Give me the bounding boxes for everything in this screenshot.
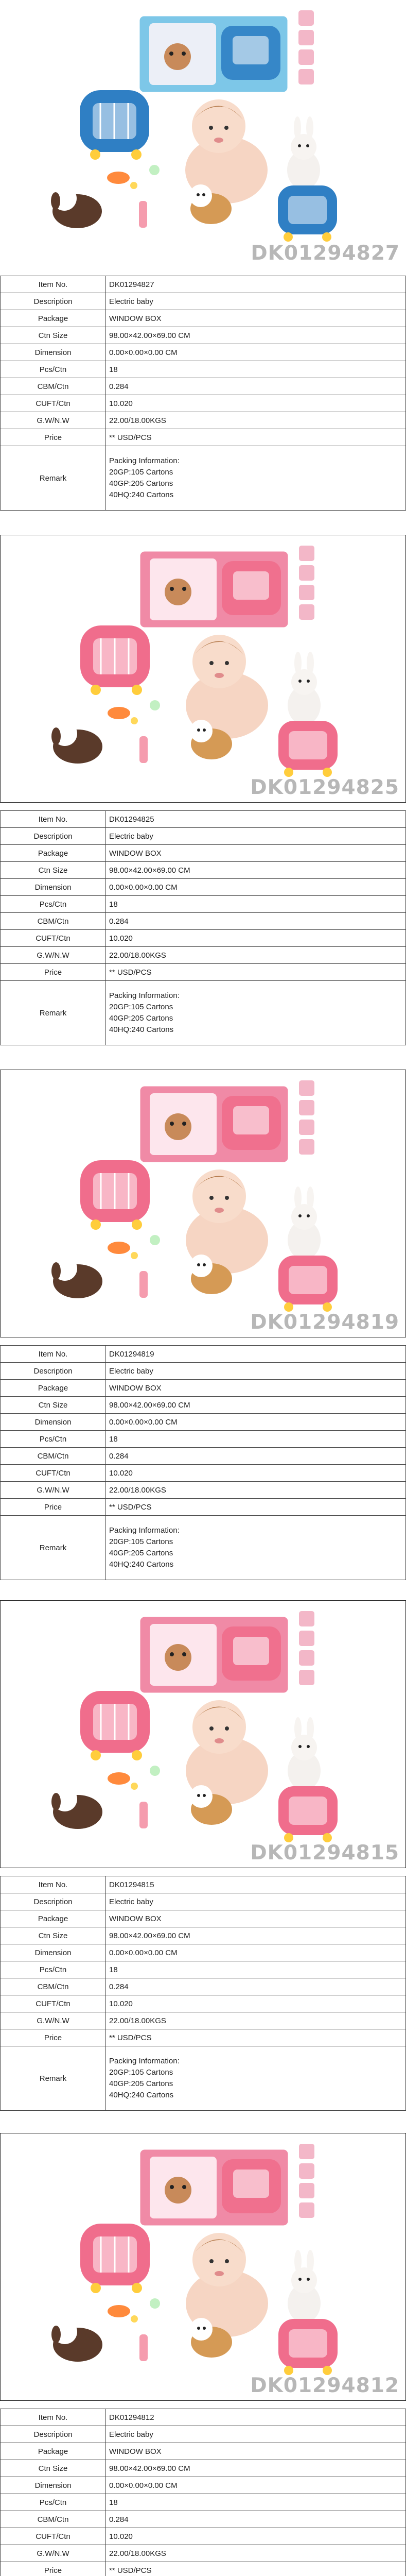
spec-row-item-no xyxy=(1,1346,406,1363)
feature-icons xyxy=(299,2144,314,2218)
pcs-ctn-label: Pcs/Ctn xyxy=(1,1431,106,1448)
remark-value xyxy=(106,981,406,1045)
spec-row-pcs-ctn xyxy=(1,1961,406,1978)
spec-row-price xyxy=(1,2562,406,2576)
small-carrier-image xyxy=(278,1256,338,1312)
price-label: Price xyxy=(1,2029,106,2046)
description-label: Description xyxy=(1,2426,106,2443)
small-carrier-image xyxy=(278,1786,338,1842)
gross-net-weight-label: G.W/N.W xyxy=(1,2012,106,2029)
description-value: Electric baby xyxy=(106,2426,406,2443)
cuft-ctn-value: 10.020 xyxy=(106,2528,406,2545)
item-no-label: Item No. xyxy=(1,811,106,828)
spec-row-item-no xyxy=(1,811,406,828)
gross-net-weight-value: 22.00/18.00KGS xyxy=(106,1482,406,1499)
watermark-code: DK01294815 xyxy=(250,1841,399,1865)
cuft-ctn-value: 10.020 xyxy=(106,1995,406,2012)
cbm-ctn-label: CBM/Ctn xyxy=(1,378,106,395)
feature-icons xyxy=(299,1611,314,1685)
price-value: ** USD/PCS xyxy=(106,2029,406,2046)
gross-net-weight-value: 22.00/18.00KGS xyxy=(106,2545,406,2562)
spec-row-description xyxy=(1,2426,406,2443)
dimension-value: 0.00×0.00×0.00 CM xyxy=(106,1944,406,1961)
spec-row-cbm-ctn xyxy=(1,1448,406,1465)
description-label: Description xyxy=(1,1893,106,1910)
packing-line-40gp: 40GP:205 Cartons xyxy=(109,479,173,488)
spec-row-price xyxy=(1,964,406,981)
product-photo xyxy=(0,2133,406,2401)
cuft-ctn-value: 10.020 xyxy=(106,930,406,947)
spec-row-gross-net-weight xyxy=(1,947,406,964)
packing-line-40hq: 40HQ:240 Cartons xyxy=(109,1560,174,1569)
packing-line-40hq: 40HQ:240 Cartons xyxy=(109,2091,174,2099)
ctn-size-label: Ctn Size xyxy=(1,1927,106,1944)
cuft-ctn-label: CUFT/Ctn xyxy=(1,1995,106,2012)
remark-value xyxy=(106,1516,406,1580)
spec-table xyxy=(0,810,406,1045)
small-carrier-image xyxy=(278,721,338,777)
window-box-image xyxy=(139,1086,289,1163)
dimension-label: Dimension xyxy=(1,1414,106,1431)
dimension-value: 0.00×0.00×0.00 CM xyxy=(106,1414,406,1431)
spec-row-package xyxy=(1,1910,406,1927)
spec-row-description xyxy=(1,293,406,310)
spec-row-dimension xyxy=(1,879,406,896)
cbm-ctn-value: 0.284 xyxy=(106,1448,406,1465)
bunny-toy-image xyxy=(287,116,320,190)
cuft-ctn-label: CUFT/Ctn xyxy=(1,930,106,947)
spec-row-cuft-ctn xyxy=(1,395,406,412)
gross-net-weight-label: G.W/N.W xyxy=(1,412,106,429)
spec-row-description xyxy=(1,828,406,845)
ctn-size-value: 98.00×42.00×69.00 CM xyxy=(106,862,406,879)
description-label: Description xyxy=(1,1363,106,1380)
pcs-ctn-value: 18 xyxy=(106,1961,406,1978)
accessories-image xyxy=(108,1766,160,1828)
spec-table xyxy=(0,1345,406,1580)
accessories-image xyxy=(108,700,160,763)
pet-carrier-image xyxy=(80,90,149,160)
ctn-size-value: 98.00×42.00×69.00 CM xyxy=(106,2460,406,2477)
description-value: Electric baby xyxy=(106,1363,406,1380)
pcs-ctn-value: 18 xyxy=(106,361,406,378)
ctn-size-value: 98.00×42.00×69.00 CM xyxy=(106,1397,406,1414)
pcs-ctn-label: Pcs/Ctn xyxy=(1,361,106,378)
watermark-code: DK01294827 xyxy=(251,242,400,265)
spec-row-ctn-size xyxy=(1,2460,406,2477)
window-box-image xyxy=(139,2149,289,2226)
pcs-ctn-value: 18 xyxy=(106,2494,406,2511)
spec-row-remark xyxy=(1,981,406,1045)
packing-line-40hq: 40HQ:240 Cartons xyxy=(109,1025,174,1034)
spec-row-gross-net-weight xyxy=(1,412,406,429)
packing-title: Packing Information: xyxy=(109,1526,180,1535)
pet-carrier-image xyxy=(80,1691,150,1760)
spec-row-package xyxy=(1,2443,406,2460)
dimension-label: Dimension xyxy=(1,2477,106,2494)
package-value: WINDOW BOX xyxy=(106,1380,406,1397)
spec-row-pcs-ctn xyxy=(1,1431,406,1448)
package-label: Package xyxy=(1,845,106,862)
gross-net-weight-value: 22.00/18.00KGS xyxy=(106,2012,406,2029)
packing-title: Packing Information: xyxy=(109,991,180,1000)
spec-row-gross-net-weight xyxy=(1,1482,406,1499)
cuft-ctn-label: CUFT/Ctn xyxy=(1,2528,106,2545)
spec-row-price xyxy=(1,1499,406,1516)
cbm-ctn-label: CBM/Ctn xyxy=(1,913,106,930)
pcs-ctn-label: Pcs/Ctn xyxy=(1,2494,106,2511)
spec-row-cuft-ctn xyxy=(1,2528,406,2545)
pcs-ctn-value: 18 xyxy=(106,1431,406,1448)
spec-row-item-no xyxy=(1,1876,406,1893)
spec-row-ctn-size xyxy=(1,327,406,344)
dimension-value: 0.00×0.00×0.00 CM xyxy=(106,879,406,896)
spec-row-item-no xyxy=(1,2409,406,2426)
spec-row-description xyxy=(1,1363,406,1380)
spec-table xyxy=(0,2409,406,2576)
small-carrier-image xyxy=(278,185,337,242)
bunny-toy-image xyxy=(288,1187,321,1260)
remark-label: Remark xyxy=(1,446,106,511)
cbm-ctn-value: 0.284 xyxy=(106,378,406,395)
dimension-label: Dimension xyxy=(1,1944,106,1961)
spec-row-pcs-ctn xyxy=(1,2494,406,2511)
product-photo xyxy=(0,1070,406,1337)
description-label: Description xyxy=(1,828,106,845)
spec-row-dimension xyxy=(1,1414,406,1431)
spec-row-pcs-ctn xyxy=(1,361,406,378)
package-label: Package xyxy=(1,310,106,327)
ctn-size-value: 98.00×42.00×69.00 CM xyxy=(106,1927,406,1944)
cbm-ctn-label: CBM/Ctn xyxy=(1,1448,106,1465)
ctn-size-label: Ctn Size xyxy=(1,2460,106,2477)
item-no-label: Item No. xyxy=(1,276,106,293)
price-value: ** USD/PCS xyxy=(106,2562,406,2576)
pcs-ctn-label: Pcs/Ctn xyxy=(1,1961,106,1978)
bunny-toy-image xyxy=(288,2250,321,2323)
description-value: Electric baby xyxy=(106,1893,406,1910)
product-photo xyxy=(0,0,406,268)
packing-line-40gp: 40GP:205 Cartons xyxy=(109,2079,173,2088)
spec-row-dimension xyxy=(1,1944,406,1961)
cbm-ctn-value: 0.284 xyxy=(106,2511,406,2528)
spec-row-gross-net-weight xyxy=(1,2012,406,2029)
spec-row-description xyxy=(1,1893,406,1910)
price-value: ** USD/PCS xyxy=(106,1499,406,1516)
remark-value xyxy=(106,446,406,511)
watermark-code: DK01294812 xyxy=(250,2374,399,2397)
remark-label: Remark xyxy=(1,981,106,1045)
packing-line-40hq: 40HQ:240 Cartons xyxy=(109,490,174,499)
remark-label: Remark xyxy=(1,2046,106,2111)
dimension-label: Dimension xyxy=(1,879,106,896)
package-value: WINDOW BOX xyxy=(106,1910,406,1927)
package-value: WINDOW BOX xyxy=(106,310,406,327)
package-label: Package xyxy=(1,1380,106,1397)
packing-line-20gp: 20GP:105 Cartons xyxy=(109,1537,173,1546)
ctn-size-value: 98.00×42.00×69.00 CM xyxy=(106,327,406,344)
packing-title: Packing Information: xyxy=(109,456,180,465)
price-label: Price xyxy=(1,429,106,446)
description-label: Description xyxy=(1,293,106,310)
spec-row-price xyxy=(1,2029,406,2046)
window-box-image xyxy=(139,1616,289,1693)
price-label: Price xyxy=(1,2562,106,2576)
spec-row-item-no xyxy=(1,276,406,293)
item-no-value: DK01294827 xyxy=(106,276,406,293)
product-photo xyxy=(0,535,406,803)
package-label: Package xyxy=(1,1910,106,1927)
package-value: WINDOW BOX xyxy=(106,2443,406,2460)
package-value: WINDOW BOX xyxy=(106,845,406,862)
spec-table xyxy=(0,1876,406,2111)
spec-row-gross-net-weight xyxy=(1,2545,406,2562)
window-box-image xyxy=(139,551,289,628)
feature-icons xyxy=(299,1080,314,1155)
spec-row-cbm-ctn xyxy=(1,2511,406,2528)
remark-label: Remark xyxy=(1,1516,106,1580)
cbm-ctn-label: CBM/Ctn xyxy=(1,1978,106,1995)
spec-row-remark xyxy=(1,446,406,511)
gross-net-weight-label: G.W/N.W xyxy=(1,2545,106,2562)
cuft-ctn-label: CUFT/Ctn xyxy=(1,1465,106,1482)
small-carrier-image xyxy=(278,2319,338,2375)
item-no-label: Item No. xyxy=(1,2409,106,2426)
packing-line-40gp: 40GP:205 Cartons xyxy=(109,1014,173,1023)
dimension-value: 0.00×0.00×0.00 CM xyxy=(106,344,406,361)
cbm-ctn-value: 0.284 xyxy=(106,913,406,930)
spec-row-remark xyxy=(1,1516,406,1580)
item-no-value: DK01294819 xyxy=(106,1346,406,1363)
price-label: Price xyxy=(1,1499,106,1516)
gross-net-weight-value: 22.00/18.00KGS xyxy=(106,412,406,429)
gross-net-weight-label: G.W/N.W xyxy=(1,947,106,964)
packing-title: Packing Information: xyxy=(109,2057,180,2065)
pcs-ctn-label: Pcs/Ctn xyxy=(1,896,106,913)
cbm-ctn-value: 0.284 xyxy=(106,1978,406,1995)
window-box-image xyxy=(139,15,288,93)
bunny-toy-image xyxy=(288,652,321,725)
price-value: ** USD/PCS xyxy=(106,429,406,446)
price-label: Price xyxy=(1,964,106,981)
spec-row-package xyxy=(1,1380,406,1397)
spec-row-dimension xyxy=(1,2477,406,2494)
spec-row-cuft-ctn xyxy=(1,1995,406,2012)
spec-row-ctn-size xyxy=(1,1927,406,1944)
cuft-ctn-value: 10.020 xyxy=(106,1465,406,1482)
description-value: Electric baby xyxy=(106,828,406,845)
spec-row-package xyxy=(1,310,406,327)
watermark-code: DK01294825 xyxy=(250,776,399,799)
spec-row-cbm-ctn xyxy=(1,913,406,930)
packing-line-40gp: 40GP:205 Cartons xyxy=(109,1549,173,1557)
dimension-value: 0.00×0.00×0.00 CM xyxy=(106,2477,406,2494)
package-label: Package xyxy=(1,2443,106,2460)
gross-net-weight-label: G.W/N.W xyxy=(1,1482,106,1499)
accessories-image xyxy=(108,1235,160,1298)
accessories-image xyxy=(107,165,160,228)
dimension-label: Dimension xyxy=(1,344,106,361)
spec-table xyxy=(0,276,406,511)
feature-icons xyxy=(299,546,314,620)
item-no-label: Item No. xyxy=(1,1876,106,1893)
spec-row-dimension xyxy=(1,344,406,361)
remark-value xyxy=(106,2046,406,2111)
ctn-size-label: Ctn Size xyxy=(1,1397,106,1414)
item-no-value: DK01294815 xyxy=(106,1876,406,1893)
spec-row-package xyxy=(1,845,406,862)
ctn-size-label: Ctn Size xyxy=(1,327,106,344)
pet-carrier-image xyxy=(80,2224,150,2293)
spec-row-cbm-ctn xyxy=(1,1978,406,1995)
gross-net-weight-value: 22.00/18.00KGS xyxy=(106,947,406,964)
packing-line-20gp: 20GP:105 Cartons xyxy=(109,1003,173,1011)
watermark-code: DK01294819 xyxy=(250,1311,399,1334)
spec-row-cuft-ctn xyxy=(1,1465,406,1482)
spec-row-ctn-size xyxy=(1,862,406,879)
packing-line-20gp: 20GP:105 Cartons xyxy=(109,468,173,477)
feature-icons xyxy=(298,10,314,84)
ctn-size-label: Ctn Size xyxy=(1,862,106,879)
cuft-ctn-value: 10.020 xyxy=(106,395,406,412)
pet-carrier-image xyxy=(80,1160,150,1230)
product-photo xyxy=(0,1600,406,1868)
cbm-ctn-label: CBM/Ctn xyxy=(1,2511,106,2528)
item-no-value: DK01294812 xyxy=(106,2409,406,2426)
spec-row-pcs-ctn xyxy=(1,896,406,913)
item-no-label: Item No. xyxy=(1,1346,106,1363)
item-no-value: DK01294825 xyxy=(106,811,406,828)
packing-line-20gp: 20GP:105 Cartons xyxy=(109,2068,173,2077)
spec-row-ctn-size xyxy=(1,1397,406,1414)
spec-row-price xyxy=(1,429,406,446)
accessories-image xyxy=(108,2298,160,2361)
spec-row-cuft-ctn xyxy=(1,930,406,947)
pcs-ctn-value: 18 xyxy=(106,896,406,913)
bunny-toy-image xyxy=(288,1717,321,1790)
price-value: ** USD/PCS xyxy=(106,964,406,981)
description-value: Electric baby xyxy=(106,293,406,310)
spec-row-remark xyxy=(1,2046,406,2111)
cuft-ctn-label: CUFT/Ctn xyxy=(1,395,106,412)
pet-carrier-image xyxy=(80,625,150,695)
spec-row-cbm-ctn xyxy=(1,378,406,395)
